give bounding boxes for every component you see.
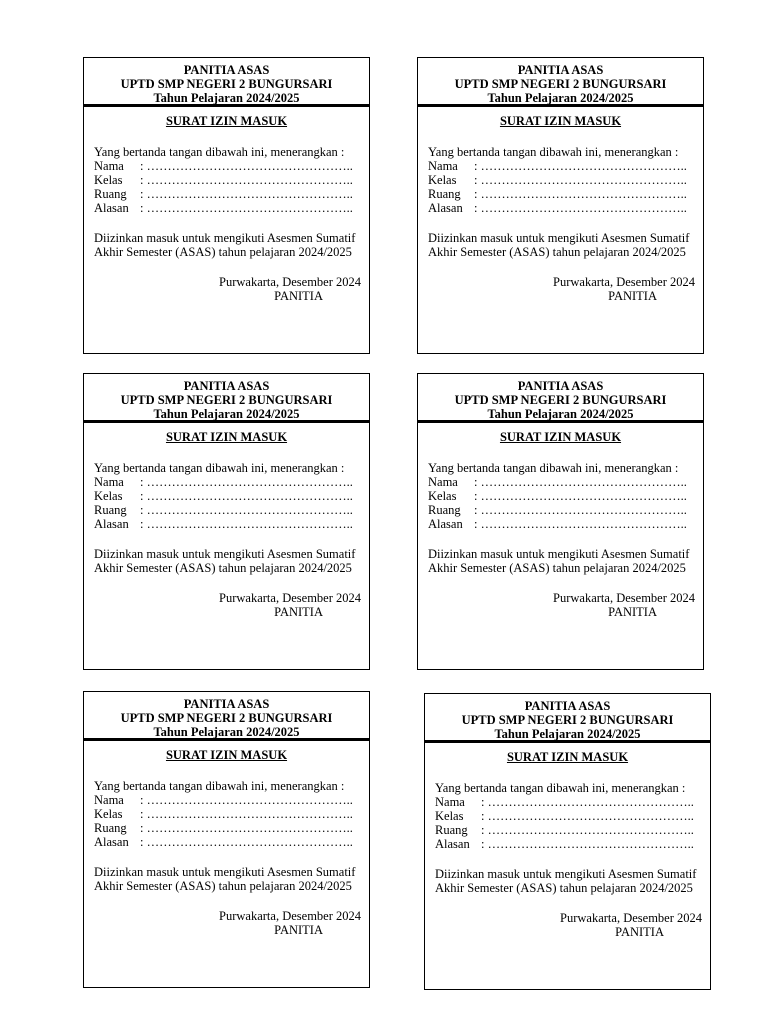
school-name: UPTD SMP NEGERI 2 BUNGURSARI bbox=[461, 713, 674, 727]
field-value: : ………………………………………….. bbox=[140, 475, 353, 489]
field-label: Ruang bbox=[94, 821, 127, 835]
intro-text: Yang bertanda tangan dibawah ini, menerangkan : bbox=[435, 781, 686, 795]
permit-card bbox=[83, 57, 370, 354]
field-label: Nama bbox=[94, 159, 124, 173]
permission-text: Diizinkan masuk untuk mengikuti Asesmen Sumatif Akhir Semester (ASAS) tahun pelajaran 2024/2025 bbox=[435, 867, 697, 895]
school-name: UPTD SMP NEGERI 2 BUNGURSARI bbox=[120, 77, 333, 91]
field-row bbox=[94, 173, 369, 187]
card-title: SURAT IZIN MASUK bbox=[165, 114, 288, 128]
signature-block bbox=[418, 275, 703, 303]
field-row bbox=[94, 475, 369, 489]
field-value: : ………………………………………….. bbox=[474, 475, 687, 489]
card-title: SURAT IZIN MASUK bbox=[506, 750, 629, 764]
field-row bbox=[428, 475, 703, 489]
permit-card bbox=[424, 693, 711, 990]
permit-card bbox=[83, 373, 370, 670]
field-label: Nama bbox=[428, 475, 458, 489]
field-label: Kelas bbox=[94, 807, 123, 821]
place-date: Purwakarta, Desember 2024 bbox=[553, 591, 695, 605]
field-row bbox=[94, 503, 369, 517]
card-header bbox=[84, 58, 369, 104]
permission-text: Diizinkan masuk untuk mengikuti Asesmen Sumatif Akhir Semester (ASAS) tahun pelajaran 2024/2025 bbox=[428, 231, 690, 259]
signer-name: PANITIA bbox=[615, 925, 664, 939]
field-label: Alasan bbox=[94, 201, 129, 215]
field-row bbox=[94, 835, 369, 849]
school-name: UPTD SMP NEGERI 2 BUNGURSARI bbox=[454, 77, 667, 91]
academic-year: Tahun Pelajaran 2024/2025 bbox=[487, 91, 634, 105]
field-value: : ………………………………………….. bbox=[474, 517, 687, 531]
card-header bbox=[84, 692, 369, 738]
intro-text: Yang bertanda tangan dibawah ini, menerangkan : bbox=[94, 779, 345, 793]
field-label: Ruang bbox=[94, 503, 127, 517]
field-value: : ………………………………………….. bbox=[474, 201, 687, 215]
signature-block bbox=[84, 275, 369, 303]
permit-card bbox=[417, 57, 704, 354]
committee-name: PANITIA ASAS bbox=[517, 63, 604, 77]
place-date: Purwakarta, Desember 2024 bbox=[560, 911, 702, 925]
field-list bbox=[428, 159, 703, 215]
field-row bbox=[428, 187, 703, 201]
field-value: : ………………………………………….. bbox=[140, 807, 353, 821]
field-label: Ruang bbox=[428, 187, 461, 201]
field-value: : ………………………………………….. bbox=[140, 489, 353, 503]
signer-name: PANITIA bbox=[608, 289, 657, 303]
signer-name: PANITIA bbox=[274, 923, 323, 937]
permission-text: Diizinkan masuk untuk mengikuti Asesmen Sumatif Akhir Semester (ASAS) tahun pelajaran 2024/2025 bbox=[94, 865, 356, 893]
field-value: : ………………………………………….. bbox=[140, 201, 353, 215]
field-value: : ………………………………………….. bbox=[481, 837, 694, 851]
signature-block bbox=[425, 911, 710, 939]
committee-name: PANITIA ASAS bbox=[517, 379, 604, 393]
place-date: Purwakarta, Desember 2024 bbox=[219, 909, 361, 923]
field-label: Alasan bbox=[435, 837, 470, 851]
field-list bbox=[94, 475, 369, 531]
field-row bbox=[435, 795, 710, 809]
field-value: : ………………………………………….. bbox=[140, 159, 353, 173]
field-row bbox=[428, 173, 703, 187]
field-label: Ruang bbox=[428, 503, 461, 517]
field-value: : ………………………………………….. bbox=[481, 809, 694, 823]
school-name: UPTD SMP NEGERI 2 BUNGURSARI bbox=[120, 711, 333, 725]
field-list bbox=[94, 793, 369, 849]
field-row bbox=[428, 159, 703, 173]
field-row bbox=[435, 837, 710, 851]
card-header bbox=[425, 694, 710, 740]
card-title: SURAT IZIN MASUK bbox=[499, 114, 622, 128]
field-value: : ………………………………………….. bbox=[474, 173, 687, 187]
field-value: : ………………………………………….. bbox=[474, 159, 687, 173]
field-row bbox=[94, 821, 369, 835]
field-value: : ………………………………………….. bbox=[140, 517, 353, 531]
permit-card bbox=[417, 373, 704, 670]
field-list bbox=[435, 795, 710, 851]
field-row bbox=[94, 201, 369, 215]
field-value: : ………………………………………….. bbox=[140, 173, 353, 187]
field-value: : ………………………………………….. bbox=[474, 489, 687, 503]
field-row bbox=[94, 159, 369, 173]
field-row bbox=[428, 489, 703, 503]
permission-text: Diizinkan masuk untuk mengikuti Asesmen Sumatif Akhir Semester (ASAS) tahun pelajaran 2024/2025 bbox=[94, 231, 356, 259]
field-label: Nama bbox=[428, 159, 458, 173]
permission-text: Diizinkan masuk untuk mengikuti Asesmen Sumatif Akhir Semester (ASAS) tahun pelajaran 2024/2025 bbox=[428, 547, 690, 575]
intro-text: Yang bertanda tangan dibawah ini, menerangkan : bbox=[428, 145, 679, 159]
permit-card bbox=[83, 691, 370, 988]
field-row bbox=[94, 489, 369, 503]
signature-block bbox=[84, 909, 369, 937]
field-label: Nama bbox=[94, 793, 124, 807]
field-label: Alasan bbox=[94, 517, 129, 531]
field-value: : ………………………………………….. bbox=[140, 821, 353, 835]
field-label: Alasan bbox=[428, 517, 463, 531]
card-header bbox=[418, 374, 703, 420]
card-header bbox=[418, 58, 703, 104]
place-date: Purwakarta, Desember 2024 bbox=[553, 275, 695, 289]
field-value: : ………………………………………….. bbox=[140, 793, 353, 807]
field-label: Kelas bbox=[428, 489, 457, 503]
intro-text: Yang bertanda tangan dibawah ini, menerangkan : bbox=[94, 461, 345, 475]
card-title: SURAT IZIN MASUK bbox=[165, 430, 288, 444]
card-title: SURAT IZIN MASUK bbox=[499, 430, 622, 444]
committee-name: PANITIA ASAS bbox=[183, 697, 270, 711]
signature-block bbox=[84, 591, 369, 619]
place-date: Purwakarta, Desember 2024 bbox=[219, 275, 361, 289]
field-label: Kelas bbox=[428, 173, 457, 187]
field-row bbox=[428, 503, 703, 517]
field-row bbox=[435, 823, 710, 837]
field-list bbox=[94, 159, 369, 215]
field-row bbox=[94, 517, 369, 531]
field-row bbox=[94, 807, 369, 821]
field-label: Kelas bbox=[94, 489, 123, 503]
signer-name: PANITIA bbox=[274, 605, 323, 619]
field-label: Alasan bbox=[428, 201, 463, 215]
field-row bbox=[94, 793, 369, 807]
field-value: : ………………………………………….. bbox=[481, 823, 694, 837]
field-list bbox=[428, 475, 703, 531]
card-header bbox=[84, 374, 369, 420]
field-value: : ………………………………………….. bbox=[140, 187, 353, 201]
academic-year: Tahun Pelajaran 2024/2025 bbox=[153, 407, 300, 421]
place-date: Purwakarta, Desember 2024 bbox=[219, 591, 361, 605]
field-value: : ………………………………………….. bbox=[140, 503, 353, 517]
signer-name: PANITIA bbox=[274, 289, 323, 303]
field-label: Ruang bbox=[435, 823, 468, 837]
intro-text: Yang bertanda tangan dibawah ini, menerangkan : bbox=[94, 145, 345, 159]
field-label: Kelas bbox=[94, 173, 123, 187]
permission-text: Diizinkan masuk untuk mengikuti Asesmen Sumatif Akhir Semester (ASAS) tahun pelajaran 2024/2025 bbox=[94, 547, 356, 575]
signature-block bbox=[418, 591, 703, 619]
card-title: SURAT IZIN MASUK bbox=[165, 748, 288, 762]
field-label: Ruang bbox=[94, 187, 127, 201]
field-label: Alasan bbox=[94, 835, 129, 849]
field-row bbox=[435, 809, 710, 823]
academic-year: Tahun Pelajaran 2024/2025 bbox=[494, 727, 641, 741]
field-row bbox=[94, 187, 369, 201]
field-label: Nama bbox=[435, 795, 465, 809]
school-name: UPTD SMP NEGERI 2 BUNGURSARI bbox=[454, 393, 667, 407]
committee-name: PANITIA ASAS bbox=[183, 63, 270, 77]
academic-year: Tahun Pelajaran 2024/2025 bbox=[153, 725, 300, 739]
academic-year: Tahun Pelajaran 2024/2025 bbox=[153, 91, 300, 105]
committee-name: PANITIA ASAS bbox=[183, 379, 270, 393]
academic-year: Tahun Pelajaran 2024/2025 bbox=[487, 407, 634, 421]
field-value: : ………………………………………….. bbox=[140, 835, 353, 849]
committee-name: PANITIA ASAS bbox=[524, 699, 611, 713]
school-name: UPTD SMP NEGERI 2 BUNGURSARI bbox=[120, 393, 333, 407]
field-value: : ………………………………………….. bbox=[474, 187, 687, 201]
signer-name: PANITIA bbox=[608, 605, 657, 619]
field-value: : ………………………………………….. bbox=[474, 503, 687, 517]
field-value: : ………………………………………….. bbox=[481, 795, 694, 809]
field-row bbox=[428, 517, 703, 531]
field-row bbox=[428, 201, 703, 215]
intro-text: Yang bertanda tangan dibawah ini, menerangkan : bbox=[428, 461, 679, 475]
field-label: Kelas bbox=[435, 809, 464, 823]
field-label: Nama bbox=[94, 475, 124, 489]
